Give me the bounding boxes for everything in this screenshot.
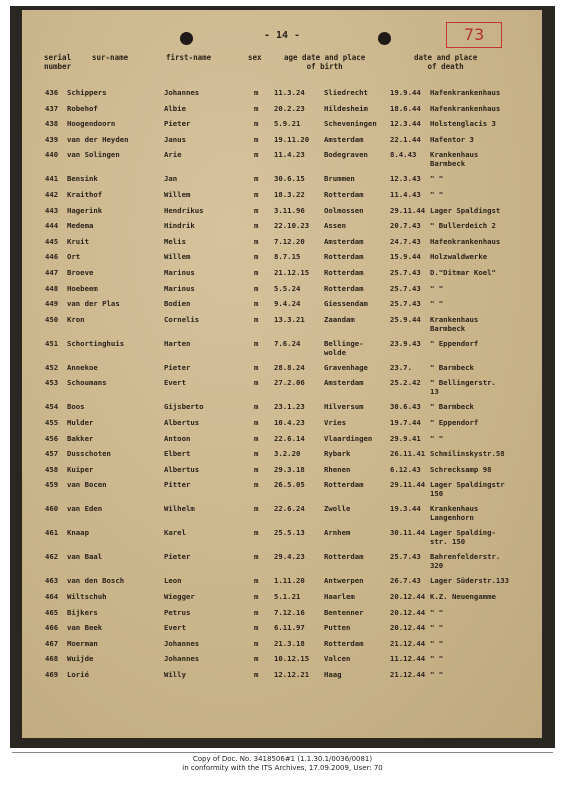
archive-stamp: 73 [446,22,502,48]
birth-date: 21.3.18 [274,638,305,648]
birth-place: Rotterdam [324,638,364,648]
first-name: Karel [164,528,186,538]
first-name: Johannes [164,88,200,97]
first-name: Harten [164,338,191,348]
birth-date: 26.5.05 [274,480,305,490]
surname: Medema [67,221,94,231]
serial-number: 467 [45,638,59,648]
birth-date: 11.4.23 [274,150,305,160]
surname: Mulder [67,418,94,427]
serial-number: 440 [45,150,59,160]
birth-place: Oolmossen [324,205,364,215]
death-place: " " [430,433,444,443]
birth-place: Hildesheim [324,103,368,113]
death-date: 11.12.44 [390,654,426,664]
birth-place: Rotterdam [324,480,364,490]
sex: m [254,464,259,474]
death-date: 26.7.43 [390,576,421,586]
surname: van Beek [67,623,103,633]
birth-date: 22.6.24 [274,504,305,514]
serial-number: 450 [45,314,59,324]
footer-line-1: Copy of Doc. No. 3418506#1 (1.1.30.1/0036/0081) [192,755,373,763]
serial-number: 458 [45,464,59,474]
death-date: 21.12.44 [390,638,426,648]
serial-number: 449 [45,299,59,309]
birth-date: 12.12.21 [274,670,310,679]
surname: Schortinghuis [67,338,125,348]
first-name: Bodien [164,299,191,309]
first-name: Pieter [164,119,191,129]
birth-date: 25.5.13 [274,528,305,538]
birth-place: Sliedrecht [324,88,368,97]
birth-date: 11.3.24 [274,88,305,97]
death-date: 12.3.44 [390,119,421,129]
death-place: " " [430,174,444,184]
surname: van Baal [67,552,103,562]
serial-number: 451 [45,338,59,348]
sex: m [254,88,259,97]
birth-place: Rotterdam [324,283,364,293]
serial-number: 452 [45,362,59,372]
serial-number: 456 [45,433,59,443]
death-date: 15.9.44 [390,252,421,262]
birth-date: 7.12.16 [274,607,305,617]
header-death: date and place of death [414,53,478,71]
birth-place: Bellinge- wolde [324,338,364,357]
birth-place: Putten [324,623,351,633]
surname: Wuijde [67,654,94,664]
table-header [22,53,542,83]
death-date: 8.4.43 [390,150,417,160]
birth-date: 29.3.18 [274,464,305,474]
death-place: " Barmbeck [430,362,474,372]
death-place: Hafenkrankenhaus [430,236,501,246]
serial-number: 469 [45,670,59,679]
first-name: Willem [164,252,191,262]
first-name: Marinus [164,268,195,277]
death-place: " " [430,654,444,664]
death-place: " Bellingerstr. 13 [430,378,496,397]
first-name: Albertus [164,464,200,474]
sex: m [254,504,259,514]
surname: Bakker [67,433,94,443]
surname: Knaap [67,528,89,538]
death-date: 20.12.44 [390,607,426,617]
serial-number: 441 [45,174,59,184]
footer-divider [12,752,553,753]
birth-date: 5.5.24 [274,283,301,293]
death-place: Schrecksamp 98 [430,464,492,474]
death-place: Lager Spaldingst [430,205,501,215]
serial-number: 446 [45,252,59,262]
death-date: 29.11.44 [390,480,426,490]
birth-place: Zaandam [324,314,355,324]
birth-place: Haag [324,670,342,679]
death-place: " " [430,299,444,309]
death-date: 25.9.44 [390,314,421,324]
death-place: Lager Süderstr.133 [430,576,510,586]
birth-date: 5.1.21 [274,592,301,601]
sex: m [254,190,259,199]
serial-number: 468 [45,654,59,664]
death-date: 25.7.43 [390,283,421,293]
serial-number: 442 [45,190,59,199]
serial-number: 460 [45,504,59,514]
first-name: Pieter [164,362,191,372]
sex: m [254,449,259,459]
serial-number: 461 [45,528,59,538]
sex: m [254,528,259,538]
surname: Dusschoten [67,449,111,459]
birth-date: 3.2.20 [274,449,301,459]
serial-number: 459 [45,480,59,490]
birth-place: Gravenhage [324,362,368,372]
death-place: " Eppendorf [430,418,479,427]
birth-date: 18.3.22 [274,190,305,199]
death-date: 19.7.44 [390,418,421,427]
death-place: Bahrenfelderstr. 320 [430,552,501,571]
birth-date: 6.11.97 [274,623,305,633]
death-date: 25.7.43 [390,552,421,562]
surname: Ort [67,252,81,262]
death-place: D."Ditmar Koel" [430,268,496,277]
first-name: Willy [164,670,186,679]
footer-line-2: in conformity with the ITS Archives, 17.09.2009, User: 70 [182,763,383,772]
death-date: 25.7.43 [390,299,421,309]
first-name: Pitter [164,480,191,490]
death-place: Hafentor 3 [430,134,474,144]
serial-number: 464 [45,592,59,601]
first-name: Evert [164,623,186,633]
birth-date: 22.6.14 [274,433,305,443]
birth-place: Rotterdam [324,268,364,277]
serial-number: 454 [45,402,59,412]
first-name: Gijsberto [164,402,204,412]
first-name: Janus [164,134,186,144]
first-name: Jan [164,174,178,184]
birth-place: Arnhem [324,528,351,538]
surname: Schippers [67,88,107,97]
serial-number: 443 [45,205,59,215]
surname: Annekoe [67,362,98,372]
birth-place: Brummen [324,174,355,184]
first-name: Arie [164,150,182,160]
death-date: 20.12.44 [390,592,426,601]
sex: m [254,236,259,246]
death-place: Holzwaldwerke [430,252,488,262]
death-date: 6.12.43 [390,464,421,474]
sex: m [254,623,259,633]
sex: m [254,283,259,293]
serial-number: 465 [45,607,59,617]
sex: m [254,314,259,324]
sex: m [254,221,259,231]
death-date: 30.11.44 [390,528,426,538]
first-name: Marinus [164,283,195,293]
death-place: Krankenhaus Barmbeck [430,314,479,333]
death-date: 25.2.42 [390,378,421,388]
first-name: Cornelis [164,314,200,324]
birth-place: Antwerpen [324,576,364,586]
sex: m [254,433,259,443]
death-place: " " [430,283,444,293]
death-date: 12.3.43 [390,174,421,184]
surname: van Bocen [67,480,107,490]
birth-date: 28.8.24 [274,362,305,372]
birth-date: 9.4.24 [274,299,301,309]
surname: Kuiper [67,464,94,474]
birth-date: 10.12.15 [274,654,310,664]
header-first: first-name [166,53,212,62]
birth-place: Valcen [324,654,351,664]
sex: m [254,268,259,277]
sex: m [254,654,259,664]
death-place: Hafenkrankenhaus [430,103,501,113]
sex: m [254,174,259,184]
birth-date: 19.11.20 [274,134,310,144]
first-name: Pieter [164,552,191,562]
birth-place: Haarlem [324,592,355,601]
surname: Boos [67,402,85,412]
surname: Hoogendoorn [67,119,116,129]
surname: van Solingen [67,150,120,160]
first-name: Hendrikus [164,205,204,215]
surname: Schoumans [67,378,107,388]
birth-date: 23.1.23 [274,402,305,412]
first-name: Evert [164,378,186,388]
death-place: " Bullerdeich 2 [430,221,496,231]
sex: m [254,252,259,262]
surname: van Eden [67,504,103,514]
death-date: 29.9.41 [390,433,421,443]
death-date: 29.11.44 [390,205,426,215]
serial-number: 439 [45,134,59,144]
first-name: Johannes [164,654,200,664]
birth-place: Rotterdam [324,190,364,199]
serial-number: 437 [45,103,59,113]
sex: m [254,576,259,586]
sex: m [254,638,259,648]
surname: Moerman [67,638,98,648]
birth-place: Assen [324,221,346,231]
sex: m [254,299,259,309]
first-name: Albertus [164,418,200,427]
first-name: Albie [164,103,186,113]
death-place: Krankenhaus Barmbeck [430,150,479,169]
sex: m [254,592,259,601]
birth-date: 7.12.20 [274,236,305,246]
sex: m [254,119,259,129]
surname: Hagerink [67,205,103,215]
death-date: 30.6.43 [390,402,421,412]
birth-date: 21.12.15 [274,268,310,277]
sex: m [254,480,259,490]
sex: m [254,402,259,412]
sex: m [254,418,259,427]
surname: Hoebeem [67,283,98,293]
surname: Broeve [67,268,94,277]
birth-place: Rotterdam [324,552,364,562]
birth-place: Rotterdam [324,252,364,262]
death-date: 20.7.43 [390,221,421,231]
first-name: Wilhelm [164,504,195,514]
birth-place: Vlaardingen [324,433,373,443]
death-place: " Barmbeck [430,402,474,412]
birth-place: Bodegraven [324,150,368,160]
page-number: - 14 - [263,30,301,41]
sex: m [254,103,259,113]
surname: van der Plas [67,299,120,309]
birth-date: 30.6.15 [274,174,305,184]
death-place: Lager Spaldingstr 150 [430,480,505,499]
first-name: Antoon [164,433,191,443]
birth-date: 5.9.21 [274,119,301,129]
death-date: 23.7. [390,362,412,372]
birth-place: Amsterdam [324,378,364,388]
birth-date: 7.6.24 [274,338,301,348]
death-place: Schmilinskystr.58 [430,449,505,459]
first-name: Johannes [164,638,200,648]
surname: van den Bosch [67,576,125,586]
first-name: Leon [164,576,182,586]
death-date: 23.9.43 [390,338,421,348]
surname: Robehof [67,103,98,113]
birth-place: Rybark [324,449,351,459]
sex: m [254,205,259,215]
surname: Wiltschuh [67,592,107,601]
serial-number: 448 [45,283,59,293]
first-name: Petrus [164,607,191,617]
birth-place: Amsterdam [324,236,364,246]
birth-date: 27.2.06 [274,378,305,388]
sex: m [254,362,259,372]
birth-place: Bentenner [324,607,364,617]
birth-date: 8.7.15 [274,252,301,262]
death-place: " " [430,623,444,633]
first-name: Elbert [164,449,191,459]
death-place: " Eppendorf [430,338,479,348]
first-name: Wiegger [164,592,195,601]
death-date: 24.7.43 [390,236,421,246]
surname: van der Heyden [67,134,129,144]
death-date: 19.3.44 [390,504,421,514]
sex: m [254,150,259,160]
birth-place: Amsterdam [324,134,364,144]
surname: Kraithof [67,190,103,199]
serial-number: 438 [45,119,59,129]
death-date: 21.12.44 [390,670,426,679]
birth-place: Scheveningen [324,119,377,129]
surname: Bensink [67,174,98,184]
birth-place: Zwolle [324,504,351,514]
death-date: 18.6.44 [390,103,421,113]
death-date: 26.11.41 [390,449,426,459]
header-surname: sur-name [92,53,129,62]
death-place: " " [430,670,444,679]
serial-number: 445 [45,236,59,246]
surname: Kruit [67,236,89,246]
serial-number: 447 [45,268,59,277]
birth-date: 1.11.20 [274,576,305,586]
death-place: Hafenkrankenhaus [430,88,501,97]
death-place: Holstenglacis 3 [430,119,496,129]
death-place: Lager Spalding- str. 150 [430,528,496,547]
birth-place: Vries [324,418,346,427]
death-date: 22.1.44 [390,134,421,144]
serial-number: 444 [45,221,59,231]
serial-number: 466 [45,623,59,633]
serial-number: 436 [45,88,59,97]
sex: m [254,607,259,617]
death-date: 25.7.43 [390,268,421,277]
death-place: " " [430,638,444,648]
death-date: 19.9.44 [390,88,421,97]
death-place: Krankenhaus Langenhorn [430,504,479,523]
sex: m [254,378,259,388]
first-name: Melis [164,236,186,246]
header-serial: serial number [44,53,72,71]
birth-date: 22.10.23 [274,221,310,231]
birth-date: 3.11.96 [274,205,305,215]
archive-footer [0,755,565,772]
surname: Kron [67,314,85,324]
death-date: 20.12.44 [390,623,426,633]
birth-date: 10.4.23 [274,418,305,427]
sex: m [254,338,259,348]
birth-date: 13.3.21 [274,314,305,324]
sex: m [254,552,259,562]
birth-date: 29.4.23 [274,552,305,562]
surname: Bijkers [67,607,98,617]
birth-place: Rhenen [324,464,351,474]
serial-number: 462 [45,552,59,562]
death-date: 11.4.43 [390,190,421,199]
death-place: " " [430,607,444,617]
sex: m [254,670,259,679]
death-place: K.Z. Neuengamme [430,592,496,601]
sex: m [254,134,259,144]
serial-number: 455 [45,418,59,427]
serial-number: 463 [45,576,59,586]
header-birth: age date and place of birth [284,53,366,71]
document-sheet [22,10,542,738]
first-name: Willem [164,190,191,199]
first-name: Hindrik [164,221,195,231]
birth-place: Hilversum [324,402,364,412]
death-place: " " [430,190,444,199]
birth-place: Giessendam [324,299,368,309]
birth-date: 20.2.23 [274,103,305,113]
serial-number: 457 [45,449,59,459]
header-sex: sex [248,53,262,62]
serial-number: 453 [45,378,59,388]
surname: Lorié [67,670,89,679]
